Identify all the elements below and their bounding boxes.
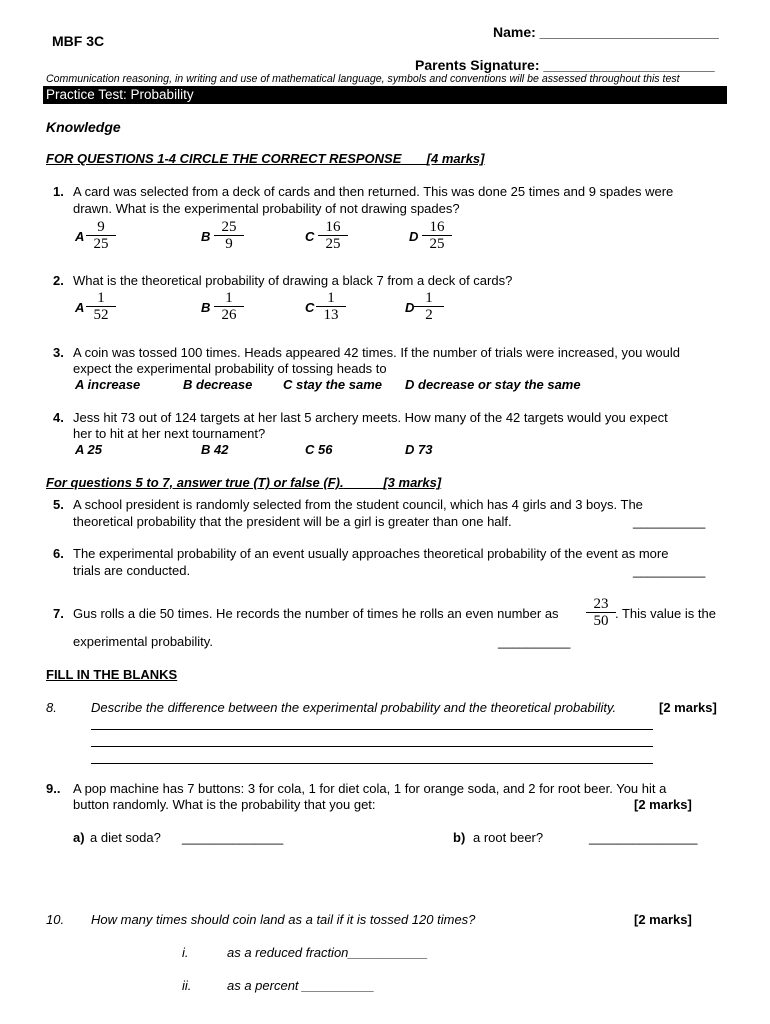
q3-text-line1: A coin was tossed 100 times. Heads appeared 42 times. If the number of trials were increased, you would xyxy=(73,345,680,360)
q9-part-a-text: a diet soda? xyxy=(90,830,161,845)
q10-number: 10. xyxy=(46,912,65,927)
section3-heading: FILL IN THE BLANKS xyxy=(46,667,178,682)
q7-answer-blank[interactable]: __________ xyxy=(498,634,571,649)
q7-text-line2: experimental probability. xyxy=(73,634,213,649)
q9-text-line1: A pop machine has 7 buttons: 3 for cola, 1 for diet cola, 1 for orange soda, and 2 for root beer. You hit a xyxy=(73,781,667,796)
section1-marks: [4 marks] xyxy=(426,151,485,166)
communication-note: Communication reasoning, in writing and use of mathematical language, symbols and conventions will be assessed throughout this test xyxy=(46,73,680,85)
q10-part-ii-label: ii. xyxy=(182,978,192,993)
q9-part-b-label: b) xyxy=(453,830,466,845)
q4-option-a[interactable]: A 25 xyxy=(75,442,102,457)
q8-text: Describe the difference between the experimental probability and the theoretical probability. xyxy=(91,700,617,715)
q9-text-line2: button randomly. What is the probability that you get: xyxy=(73,797,376,812)
q2-option-c-fraction[interactable]: $\frac{1}{13}$ xyxy=(316,290,346,323)
q1-option-b-fraction[interactable]: $\frac{25}{9}$ xyxy=(214,219,244,252)
section2-instruction: For questions 5 to 7, answer true (T) or false (F). [3 marks] xyxy=(46,475,442,490)
q2-number: 2. xyxy=(53,273,64,288)
section2-marks: [3 marks] xyxy=(383,475,442,490)
q5-text-line1: A school president is randomly selected from the student council, which has 4 girls and 3 boys. The xyxy=(73,497,643,512)
q8-answer-line-1[interactable] xyxy=(91,729,653,730)
q4-text-line2: her to hit at her next tournament? xyxy=(73,426,266,441)
q1-number: 1. xyxy=(53,184,64,199)
q6-answer-blank[interactable]: __________ xyxy=(633,563,706,578)
q8-number: 8. xyxy=(46,700,57,715)
q3-text-line2: expect the experimental probability of tossing heads to xyxy=(73,361,387,376)
q1-text-line2: drawn. What is the experimental probability of not drawing spades? xyxy=(73,201,460,216)
q9-part-b-text: a root beer? xyxy=(473,830,544,845)
q6-number: 6. xyxy=(53,546,64,561)
q6-text-line1: The experimental probability of an event usually approaches theoretical probability of the event as more xyxy=(73,546,669,561)
q2-option-c-letter[interactable]: C xyxy=(305,300,315,315)
q2-option-d-fraction[interactable]: $\frac{1}{2}$ xyxy=(414,290,444,323)
q4-option-b[interactable]: B 42 xyxy=(201,442,229,457)
q8-answer-line-2[interactable] xyxy=(91,746,653,747)
q3-option-a[interactable]: A increase xyxy=(75,377,141,392)
q9-marks: [2 marks] xyxy=(634,797,692,812)
q1-option-d-letter[interactable]: D xyxy=(409,229,419,244)
q4-option-d[interactable]: D 73 xyxy=(405,442,433,457)
q10-part-i-label: i. xyxy=(182,945,189,960)
q3-option-d[interactable]: D decrease or stay the same xyxy=(405,377,581,392)
q10-marks: [2 marks] xyxy=(634,912,692,927)
q8-answer-line-3[interactable] xyxy=(91,763,653,764)
section1-instruction: FOR QUESTIONS 1-4 CIRCLE THE CORRECT RESPONSE [4 marks] xyxy=(46,151,485,166)
knowledge-heading: Knowledge xyxy=(46,119,121,135)
q2-option-b-fraction[interactable]: $\frac{1}{26}$ xyxy=(214,290,244,323)
q7-text-line1-end: . This value is the xyxy=(615,606,716,621)
name-field-label: Name: _______________________ xyxy=(493,24,719,40)
q1-option-c-fraction[interactable]: $\frac{16}{25}$ xyxy=(318,219,348,252)
q8-marks: [2 marks] xyxy=(659,700,717,715)
q2-option-d-letter[interactable]: D xyxy=(405,300,415,315)
q5-number: 5. xyxy=(53,497,64,512)
q1-option-d-fraction[interactable]: $\frac{16}{25}$ xyxy=(422,219,452,252)
q5-text-line2: theoretical probability that the president will be a girl is greater than one half. xyxy=(73,514,512,529)
q9-part-a-label: a) xyxy=(73,830,85,845)
q7-fraction: $\frac{23}{50}$ xyxy=(586,596,616,629)
q2-option-a-fraction[interactable]: $\frac{1}{52}$ xyxy=(86,290,116,323)
q1-option-a-letter[interactable]: A xyxy=(75,229,85,244)
q4-number: 4. xyxy=(53,410,64,425)
q1-option-a-fraction[interactable]: $\frac{9}{25}$ xyxy=(86,219,116,252)
q3-number: 3. xyxy=(53,345,64,360)
q4-option-c[interactable]: C 56 xyxy=(305,442,333,457)
q7-text-line1: Gus rolls a die 50 times. He records the number of times he rolls an even number as xyxy=(73,606,559,621)
q10-text: How many times should coin land as a tail if it is tossed 120 times? xyxy=(91,912,476,927)
q9-part-a-blank[interactable]: ______________ xyxy=(182,830,284,845)
signature-field-label: Parents Signature: ______________________ xyxy=(415,57,715,73)
q9-part-b-blank[interactable]: _______________ xyxy=(589,830,698,845)
q3-option-c[interactable]: C stay the same xyxy=(283,377,382,392)
q5-answer-blank[interactable]: __________ xyxy=(633,514,706,529)
q4-text-line1: Jess hit 73 out of 124 targets at her last 5 archery meets. How many of the 42 targets would you expect xyxy=(73,410,668,425)
q10-part-ii-text[interactable]: as a percent __________ xyxy=(227,978,375,993)
q1-text-line1: A card was selected from a deck of cards and then returned. This was done 25 times and 9 spades were xyxy=(73,184,674,199)
course-code: MBF 3C xyxy=(52,33,105,49)
test-title-banner xyxy=(43,86,727,104)
q2-option-b-letter[interactable]: B xyxy=(201,300,211,315)
page-title: Practice Test: Probability xyxy=(46,87,194,102)
q7-number: 7. xyxy=(53,606,64,621)
q2-option-a-letter[interactable]: A xyxy=(75,300,85,315)
q1-option-c-letter[interactable]: C xyxy=(305,229,315,244)
q2-text-line1: What is the theoretical probability of drawing a black 7 from a deck of cards? xyxy=(73,273,513,288)
q3-option-b[interactable]: B decrease xyxy=(183,377,253,392)
q1-option-b-letter[interactable]: B xyxy=(201,229,211,244)
q9-number: 9.. xyxy=(46,781,61,796)
q10-part-i-text[interactable]: as a reduced fraction___________ xyxy=(227,945,428,960)
q6-text-line2: trials are conducted. xyxy=(73,563,191,578)
